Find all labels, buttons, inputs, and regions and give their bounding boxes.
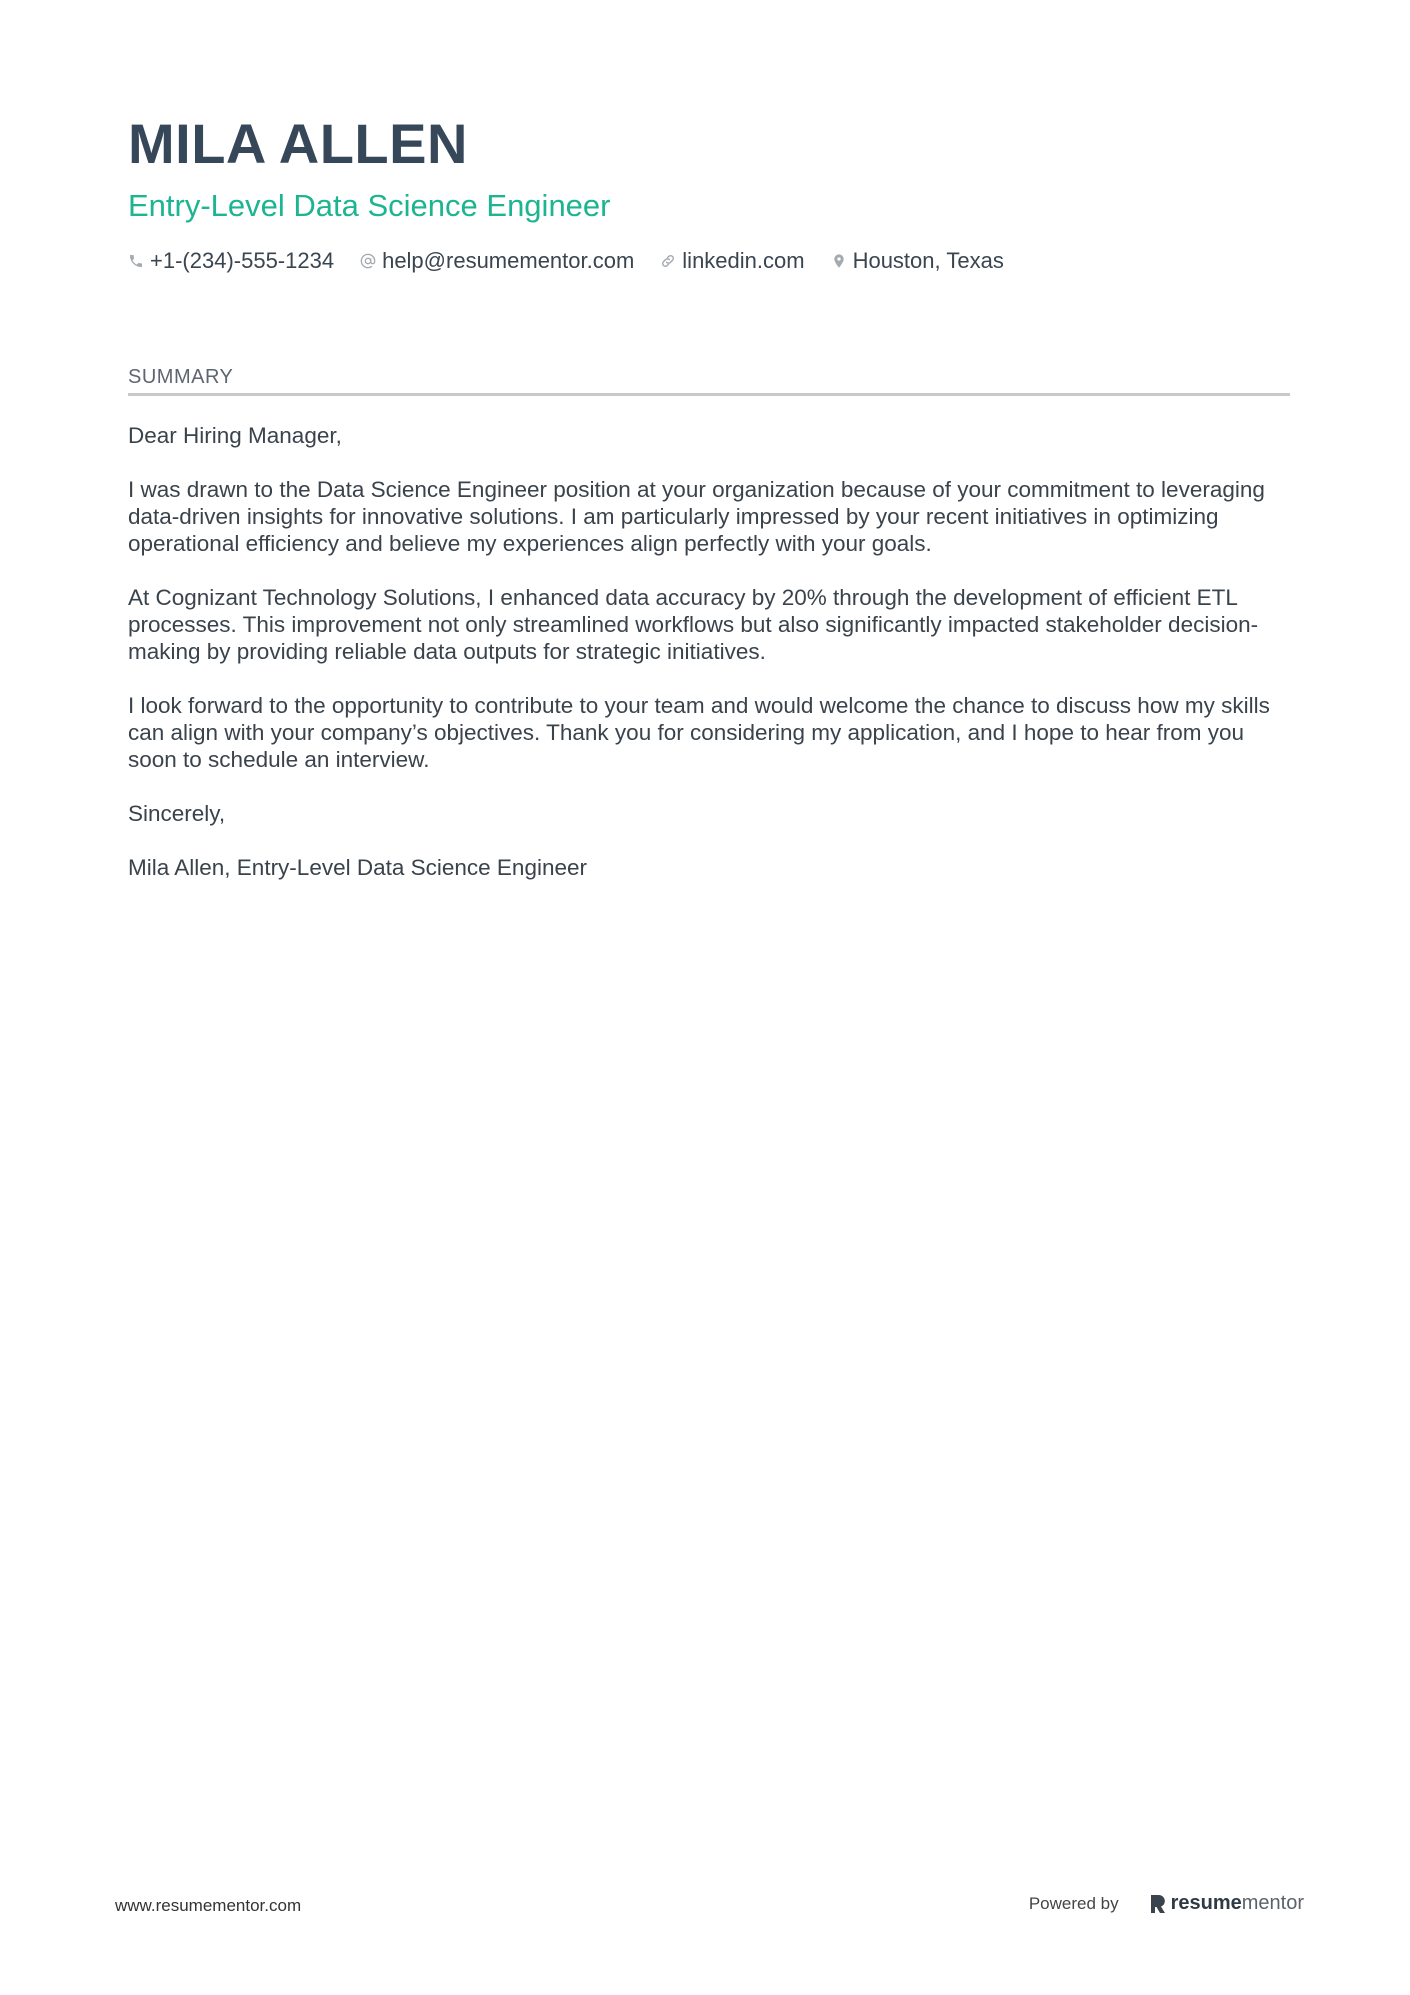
resumementor-logo[interactable] [1149, 1892, 1304, 1915]
footer-website[interactable]: www.resumementor.com [115, 1896, 302, 1915]
brand-part-1: resume [1170, 1892, 1242, 1914]
contact-location [831, 248, 1004, 274]
letter-paragraph-1: I was drawn to the Data Science Engineer position at your organization because of your commitment to leveraging data-driven insights for innovative solutions. I am particularly impressed by your recent initiatives in optimizing operational efficiency and believe my experiences align perfectly with your goals. [128, 477, 1265, 556]
letter-closing: Sincerely, [128, 801, 226, 826]
resumementor-logo-icon [1149, 1893, 1167, 1915]
cover-letter-body [128, 422, 1290, 881]
candidate-title: Entry-Level Data Science Engineer [128, 188, 611, 223]
footer-branding [1029, 1892, 1304, 1915]
at-icon [360, 253, 376, 269]
contact-row [128, 248, 1290, 274]
powered-by-label: Powered by [1028, 1893, 1119, 1913]
email-text[interactable]: help@resumementor.com [382, 248, 635, 273]
contact-linkedin[interactable] [660, 248, 804, 274]
location-text: Houston, Texas [852, 248, 1004, 273]
letter-greeting: Dear Hiring Manager, [128, 423, 342, 448]
section-heading-summary: SUMMARY [128, 366, 1290, 396]
letter-paragraph-3: I look forward to the opportunity to contribute to your team and would welcome the chance to discuss how my skills can align with your company’s objectives. Thank you for considering my application, and I hope to hear from you soon to schedule an interview. [128, 693, 1270, 772]
phone-text: +1-(234)-555-1234 [150, 248, 335, 273]
resume-page [128, 110, 1290, 908]
contact-phone [128, 248, 334, 274]
brand-part-2: mentor [1241, 1892, 1304, 1914]
candidate-name: MILA ALLEN [128, 112, 468, 175]
letter-paragraph-2: At Cognizant Technology Solutions, I enhanced data accuracy by 20% through the development of efficient ETL processes. This improvement not only streamlined workflows but also significantly impacted stakeholder decision-making by providing reliable data outputs for strategic initiatives. [128, 585, 1259, 664]
contact-email[interactable] [360, 248, 634, 274]
phone-icon [128, 253, 144, 269]
letter-signature: Mila Allen, Entry-Level Data Science Engineer [128, 855, 587, 880]
location-pin-icon [831, 253, 847, 269]
link-icon [660, 253, 676, 269]
linkedin-text[interactable]: linkedin.com [682, 248, 805, 273]
